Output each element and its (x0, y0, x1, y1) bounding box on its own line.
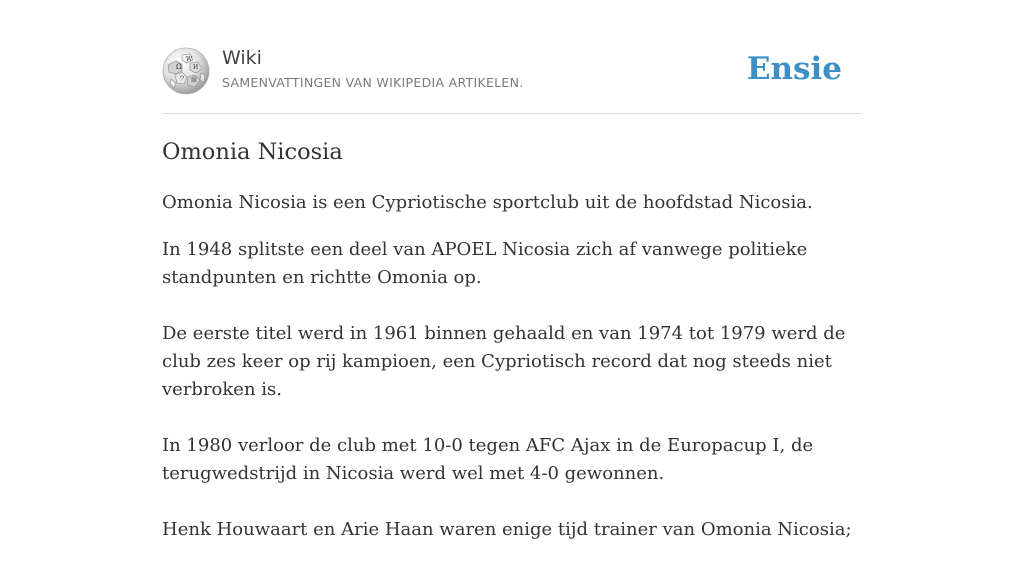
article-body (162, 189, 862, 572)
ensie-logo[interactable]: Ensie (746, 51, 842, 87)
site-title[interactable]: Wiki (222, 47, 262, 69)
svg-text:維: 維 (191, 77, 198, 84)
article-paragraph: In 1980 verloor de club met 10-0 tegen AFC Ajax in de Europacup I, de terugwedstrijd in Nicosia werd wel met 4-0 gewonnen. (162, 435, 814, 484)
article-paragraph: De eerste titel werd in 1961 binnen gehaald en van 1974 tot 1979 werd de club zes keer op rij kampioen, een Cypriotisch record dat nog steeds niet verbroken is. (162, 323, 846, 400)
article-title: Omonia Nicosia (162, 139, 343, 165)
article-paragraph: In 1948 splitste een deel van APOEL Nicosia zich af vanwege politieke standpunten en richtte Omonia op. (162, 239, 808, 288)
page (162, 0, 862, 540)
article-paragraph: Omonia Nicosia is een Cypriotische sportclub uit de hoofdstad Nicosia. (162, 192, 813, 213)
site-subtitle: SAMENVATTINGEN VAN WIKIPEDIA ARTIKELEN. (222, 75, 524, 90)
article-paragraph: Henk Houwaart en Arie Haan waren enige tijd trainer van Omonia Nicosia; (162, 519, 852, 540)
svg-text:ウ: ウ (179, 75, 186, 82)
site-header (162, 44, 862, 100)
svg-text:W: W (186, 56, 193, 63)
svg-text:Ω: Ω (176, 63, 182, 71)
wikipedia-globe-icon[interactable] (162, 47, 210, 95)
svg-text:И: И (193, 64, 199, 71)
header-divider (162, 113, 862, 114)
